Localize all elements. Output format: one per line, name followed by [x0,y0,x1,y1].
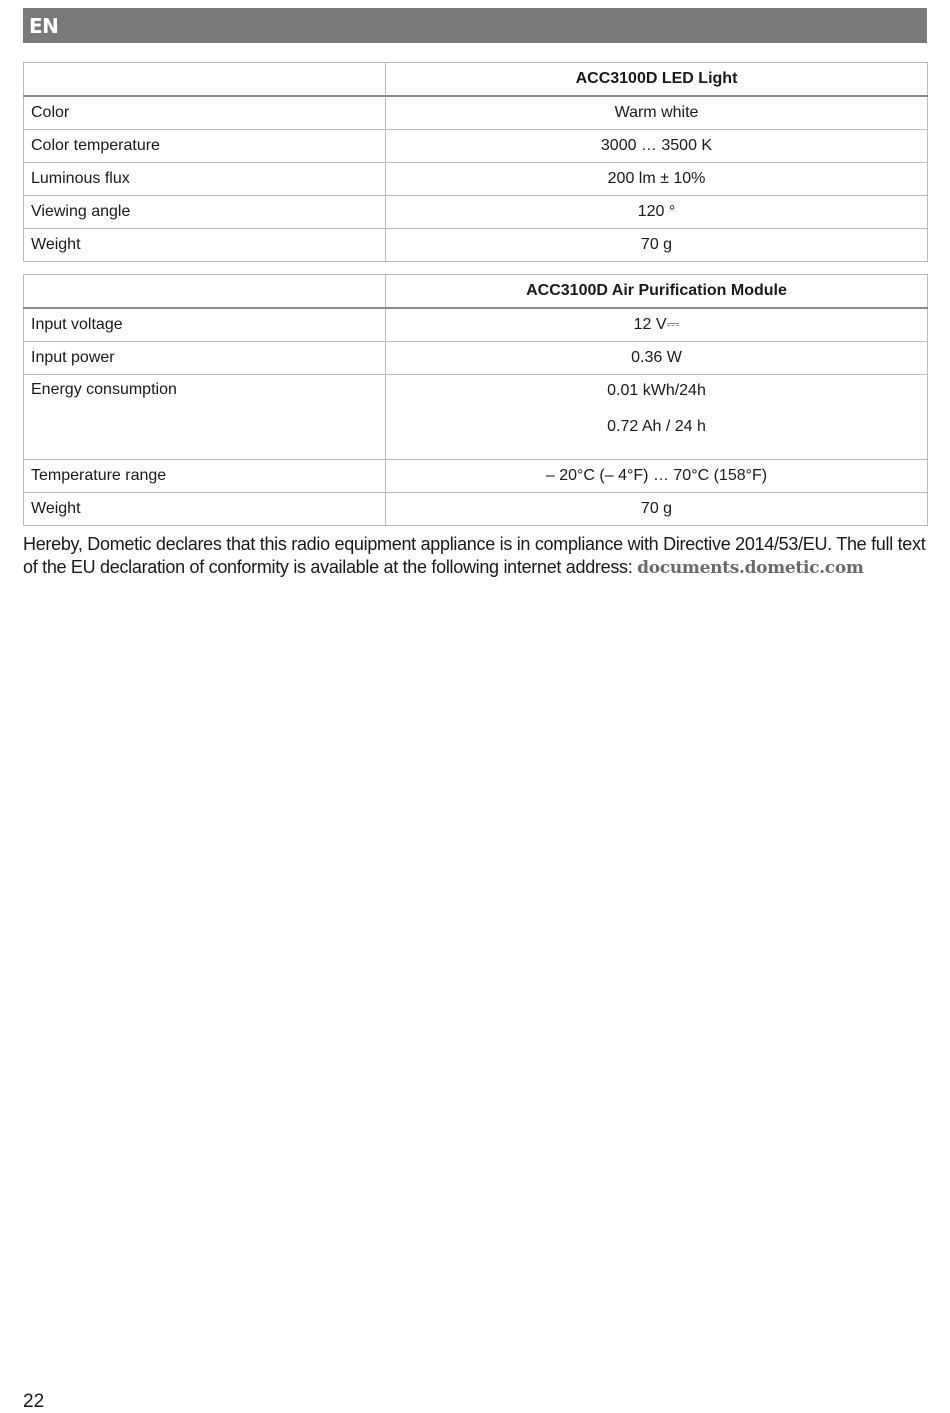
spec-value-line-2: 0.72 Ah / 24 h [607,418,706,435]
air-table-title: ACC3100D Air Purification Module [386,275,928,309]
spec-value: 12 V⎓ [386,308,928,342]
spec-value: 0.36 W [386,342,928,375]
table-row [24,342,928,375]
language-bar [23,8,927,43]
spec-label: Viewing angle [24,196,386,229]
spec-label: Luminous flux [24,163,386,196]
spec-value-line-1: 0.01 kWh/24h [607,382,706,399]
spec-label: Weight [24,229,386,262]
spec-label: Color temperature [24,130,386,163]
spec-value: – 20°C (– 4°F) … 70°C (158°F) [386,460,928,493]
spec-value: Warm white [386,96,928,130]
spec-label: Weight [24,493,386,526]
spec-value: 3000 … 3500 K [386,130,928,163]
table-row [24,375,928,460]
conformity-declaration [23,533,928,580]
spec-value-multiline [386,375,928,460]
declaration-text: Hereby, Dometic declares that this radio equipment appliance is in compliance with Directive 2014/53/EU. The full text of the EU declaration of conformity is available at the following internet address: [23,534,926,577]
spec-value: 200 lm ± 10% [386,163,928,196]
spec-value: 70 g [386,229,928,262]
header-empty-cell [24,63,386,97]
table-row [24,130,928,163]
spec-label: Color [24,96,386,130]
table-row [24,229,928,262]
page-number: 22 [23,1391,45,1412]
spec-label: Input voltage [24,308,386,342]
declaration-link[interactable]: documents.dometic.com [637,558,864,578]
table-row [24,460,928,493]
table-row [24,493,928,526]
table-row [24,96,928,130]
table-row [24,196,928,229]
led-table-title: ACC3100D LED Light [386,63,928,97]
table-header-row [24,63,928,97]
language-label: EN [29,14,59,38]
table-row [24,308,928,342]
air-purification-spec-table [23,274,928,526]
spec-label: Input power [24,342,386,375]
table-row [24,163,928,196]
led-light-spec-table [23,62,928,262]
spec-label: Temperature range [24,460,386,493]
spec-label: Energy consumption [24,375,386,460]
table-header-row [24,275,928,309]
spec-value: 120 ° [386,196,928,229]
header-empty-cell [24,275,386,309]
spec-value: 70 g [386,493,928,526]
